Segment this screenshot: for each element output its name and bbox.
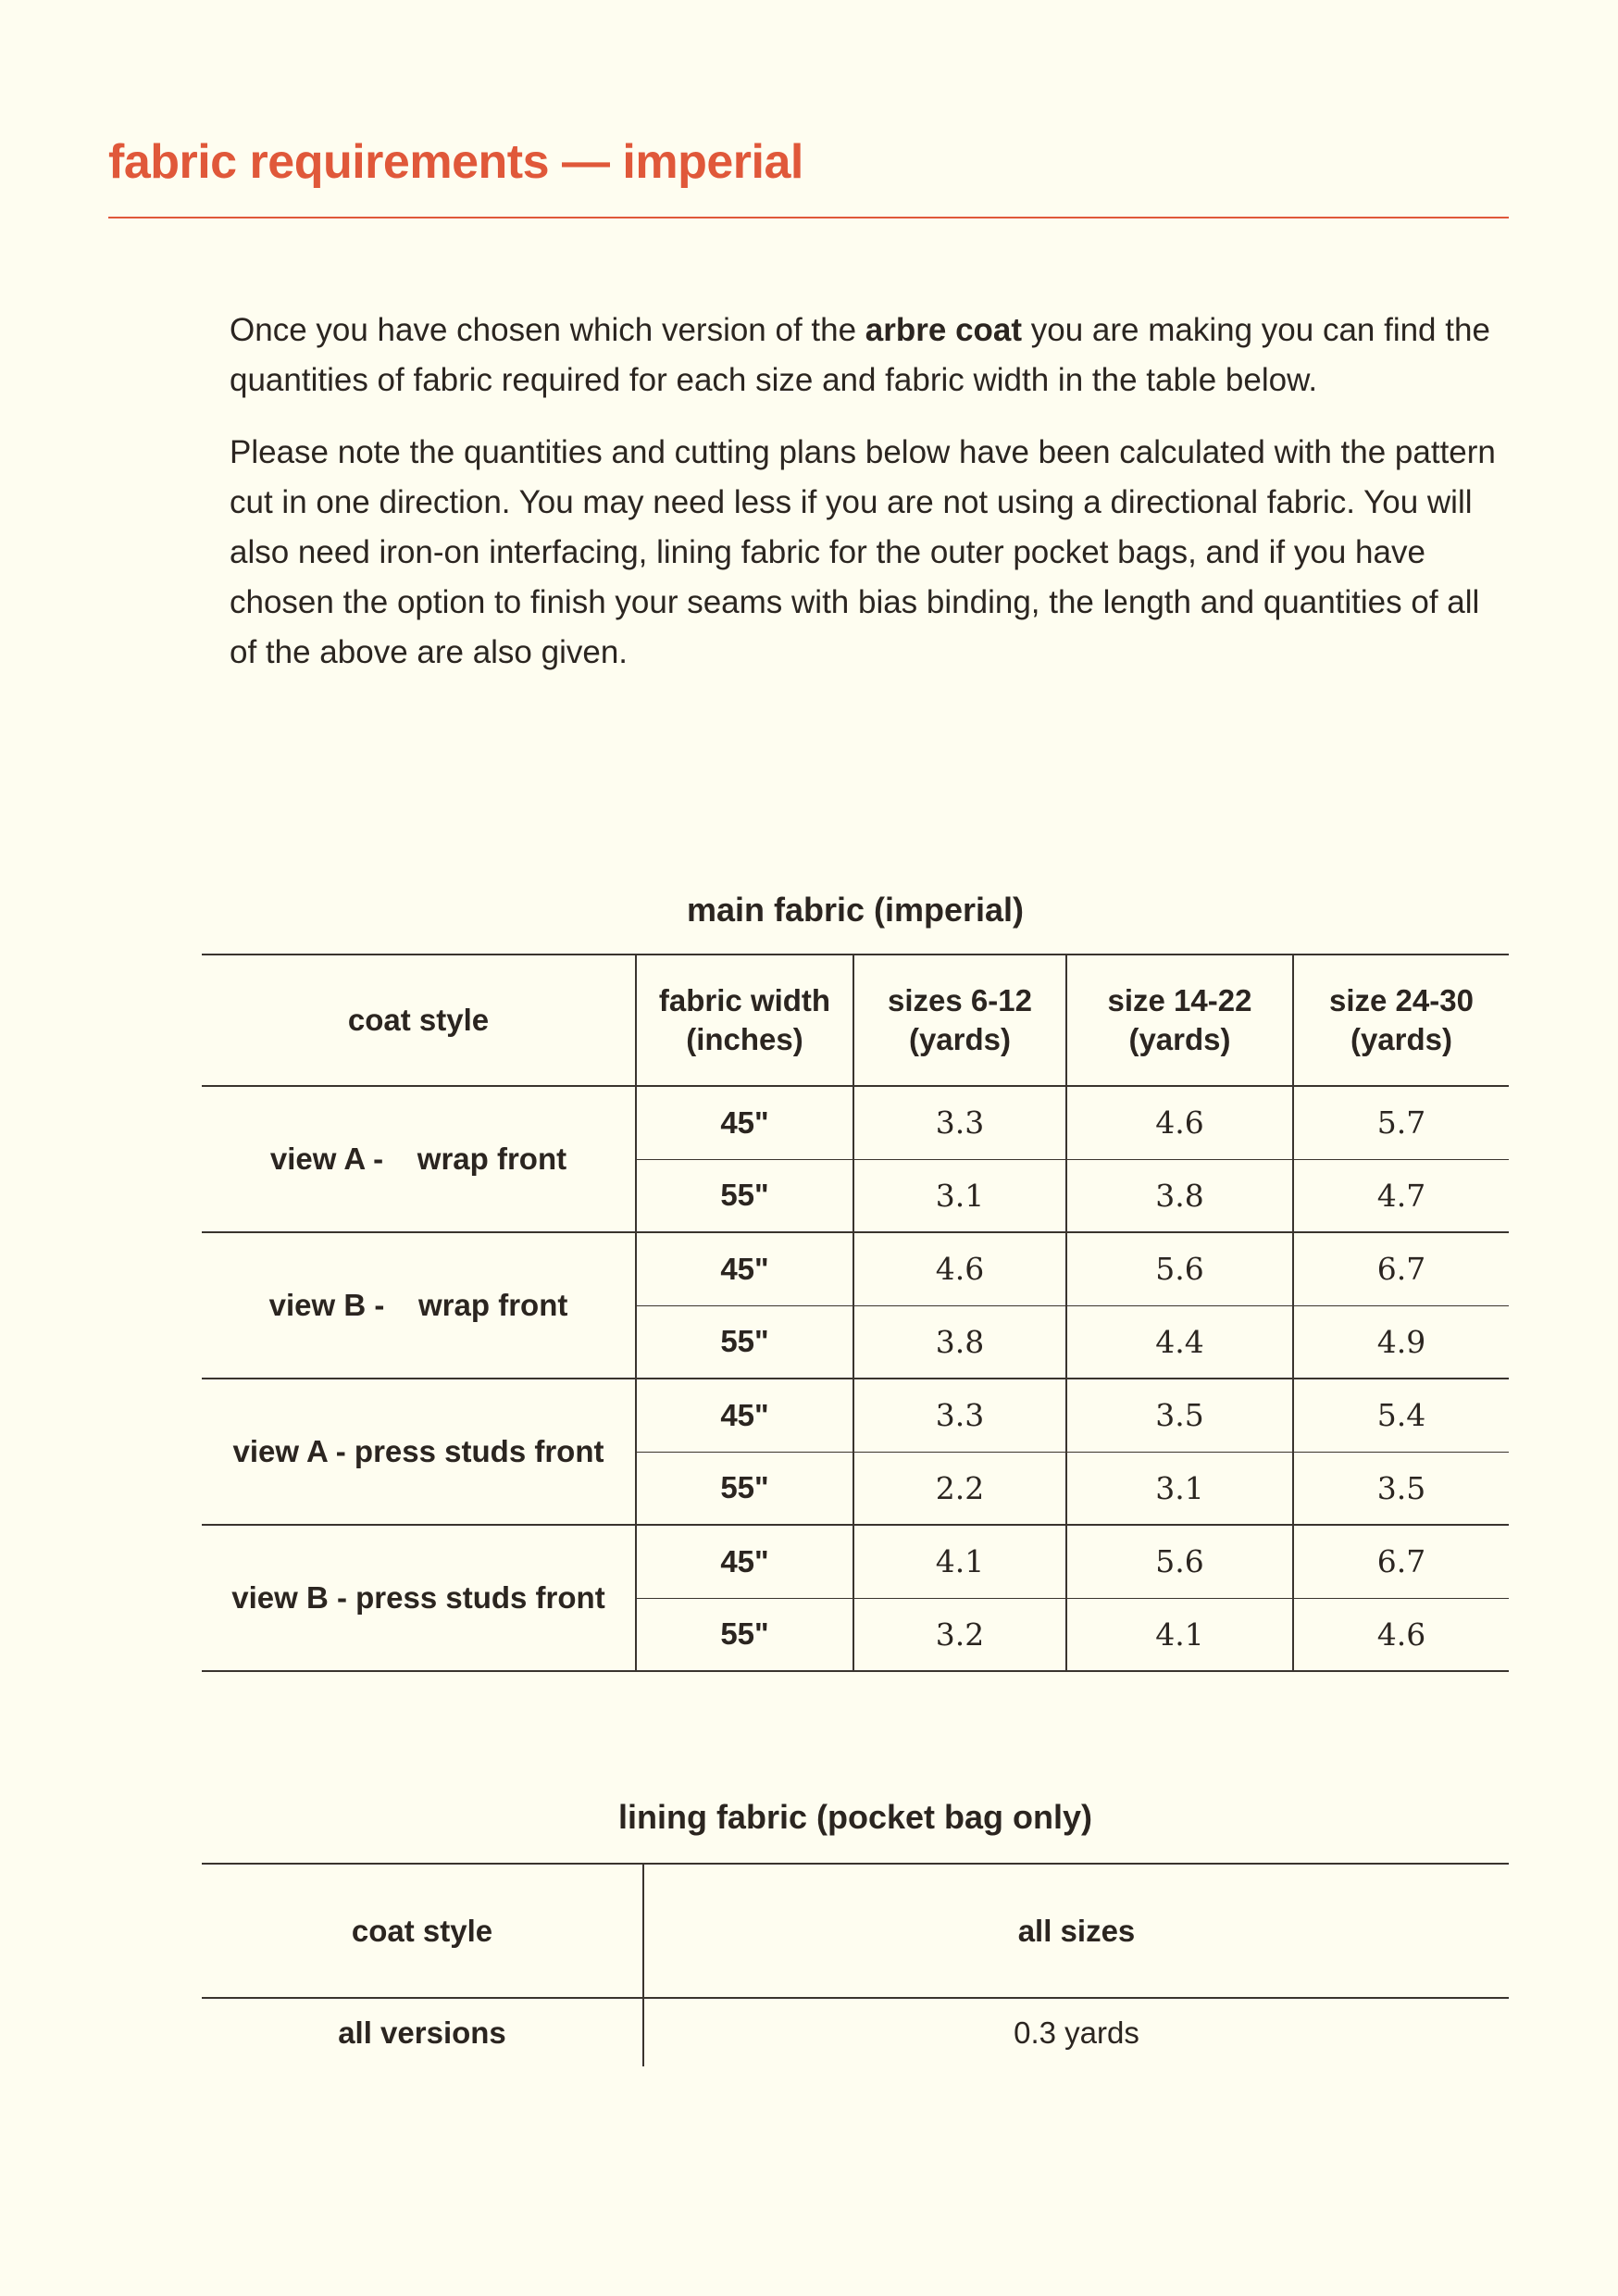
yardage-cell: 4.7 bbox=[1293, 1159, 1509, 1232]
yardage-cell: 3.5 bbox=[1293, 1452, 1509, 1525]
lining-fabric-table bbox=[202, 1863, 1509, 2066]
fabric-width-cell: 55" bbox=[636, 1159, 853, 1232]
table-row bbox=[202, 1379, 1509, 1452]
yardage-cell: 6.7 bbox=[1293, 1232, 1509, 1305]
intro-text bbox=[230, 306, 1498, 700]
fabric-width-cell: 55" bbox=[636, 1598, 853, 1671]
main-table-caption: main fabric (imperial) bbox=[686, 891, 1025, 929]
title-divider bbox=[108, 217, 1509, 218]
yardage-cell: 4.1 bbox=[853, 1525, 1066, 1598]
intro-paragraph-1 bbox=[230, 306, 1498, 406]
yardage-cell: 4.6 bbox=[1293, 1598, 1509, 1671]
table-row bbox=[202, 1086, 1509, 1159]
table-header-row bbox=[202, 955, 1509, 1086]
fabric-width-cell: 55" bbox=[636, 1452, 853, 1525]
yardage-cell: 5.6 bbox=[1066, 1525, 1293, 1598]
yardage-cell: 3.8 bbox=[853, 1305, 1066, 1379]
coat-style-cell: view A - press studs front bbox=[202, 1379, 636, 1525]
coat-style-cell: view B - press studs front bbox=[202, 1525, 636, 1671]
fabric-width-cell: 45" bbox=[636, 1525, 853, 1598]
yardage-cell: 3.8 bbox=[1066, 1159, 1293, 1232]
page-title: fabric requirements — imperial bbox=[108, 135, 803, 189]
yardage-cell: 5.6 bbox=[1066, 1232, 1293, 1305]
yardage-cell: 2.2 bbox=[853, 1452, 1066, 1525]
intro-p1-after: you are making you can find the quantities of fabric required for each size and fabric width in the table below. bbox=[230, 312, 1490, 398]
header-fabric-width: fabric width (inches) bbox=[636, 955, 853, 1086]
header-all-sizes: all sizes bbox=[643, 1864, 1509, 1998]
fabric-width-cell: 45" bbox=[636, 1379, 853, 1452]
intro-p1-before: Once you have chosen which version of the bbox=[230, 312, 865, 348]
table-row bbox=[202, 1998, 1509, 2066]
yardage-cell: 0.3 yards bbox=[643, 1998, 1509, 2066]
yardage-cell: 3.1 bbox=[853, 1159, 1066, 1232]
yardage-cell: 4.9 bbox=[1293, 1305, 1509, 1379]
header-sizes-6-12: sizes 6-12 (yards) bbox=[853, 955, 1066, 1086]
intro-paragraph-2: Please note the quantities and cutting plans below have been calculated with the pattern cut in one direction. You may need less if you are not using a directional fabric. You will also need iron-on interfacing, lining fabric for the outer pocket bags, and if you have chosen the option to finish your seams with bias binding, the length and quantities of all of the above are also given. bbox=[230, 434, 1496, 670]
main-fabric-table bbox=[202, 954, 1509, 1672]
header-coat-style: coat style bbox=[202, 955, 636, 1086]
coat-style-cell: all versions bbox=[338, 2015, 506, 2050]
fabric-width-cell: 45" bbox=[636, 1086, 853, 1159]
yardage-cell: 3.2 bbox=[853, 1598, 1066, 1671]
yardage-cell: 3.3 bbox=[853, 1086, 1066, 1159]
header-coat-style: coat style bbox=[202, 1864, 643, 1998]
table-row bbox=[202, 1525, 1509, 1598]
yardage-cell: 3.1 bbox=[1066, 1452, 1293, 1525]
coat-style-cell: view A - wrap front bbox=[202, 1086, 636, 1232]
lining-table-caption: lining fabric (pocket bag only) bbox=[617, 1798, 1093, 1836]
yardage-cell: 4.1 bbox=[1066, 1598, 1293, 1671]
table-row bbox=[202, 1232, 1509, 1305]
product-name: arbre coat bbox=[865, 312, 1023, 348]
table-header-row bbox=[202, 1864, 1509, 1998]
fabric-width-cell: 55" bbox=[636, 1305, 853, 1379]
yardage-cell: 4.6 bbox=[1066, 1086, 1293, 1159]
yardage-cell: 3.5 bbox=[1066, 1379, 1293, 1452]
header-size-14-22: size 14-22 (yards) bbox=[1066, 955, 1293, 1086]
yardage-cell: 3.3 bbox=[853, 1379, 1066, 1452]
header-size-24-30: size 24-30 (yards) bbox=[1293, 955, 1509, 1086]
yardage-cell: 4.6 bbox=[853, 1232, 1066, 1305]
yardage-cell: 4.4 bbox=[1066, 1305, 1293, 1379]
coat-style-cell: view B - wrap front bbox=[202, 1232, 636, 1379]
fabric-width-cell: 45" bbox=[636, 1232, 853, 1305]
yardage-cell: 5.4 bbox=[1293, 1379, 1509, 1452]
yardage-cell: 5.7 bbox=[1293, 1086, 1509, 1159]
yardage-cell: 6.7 bbox=[1293, 1525, 1509, 1598]
